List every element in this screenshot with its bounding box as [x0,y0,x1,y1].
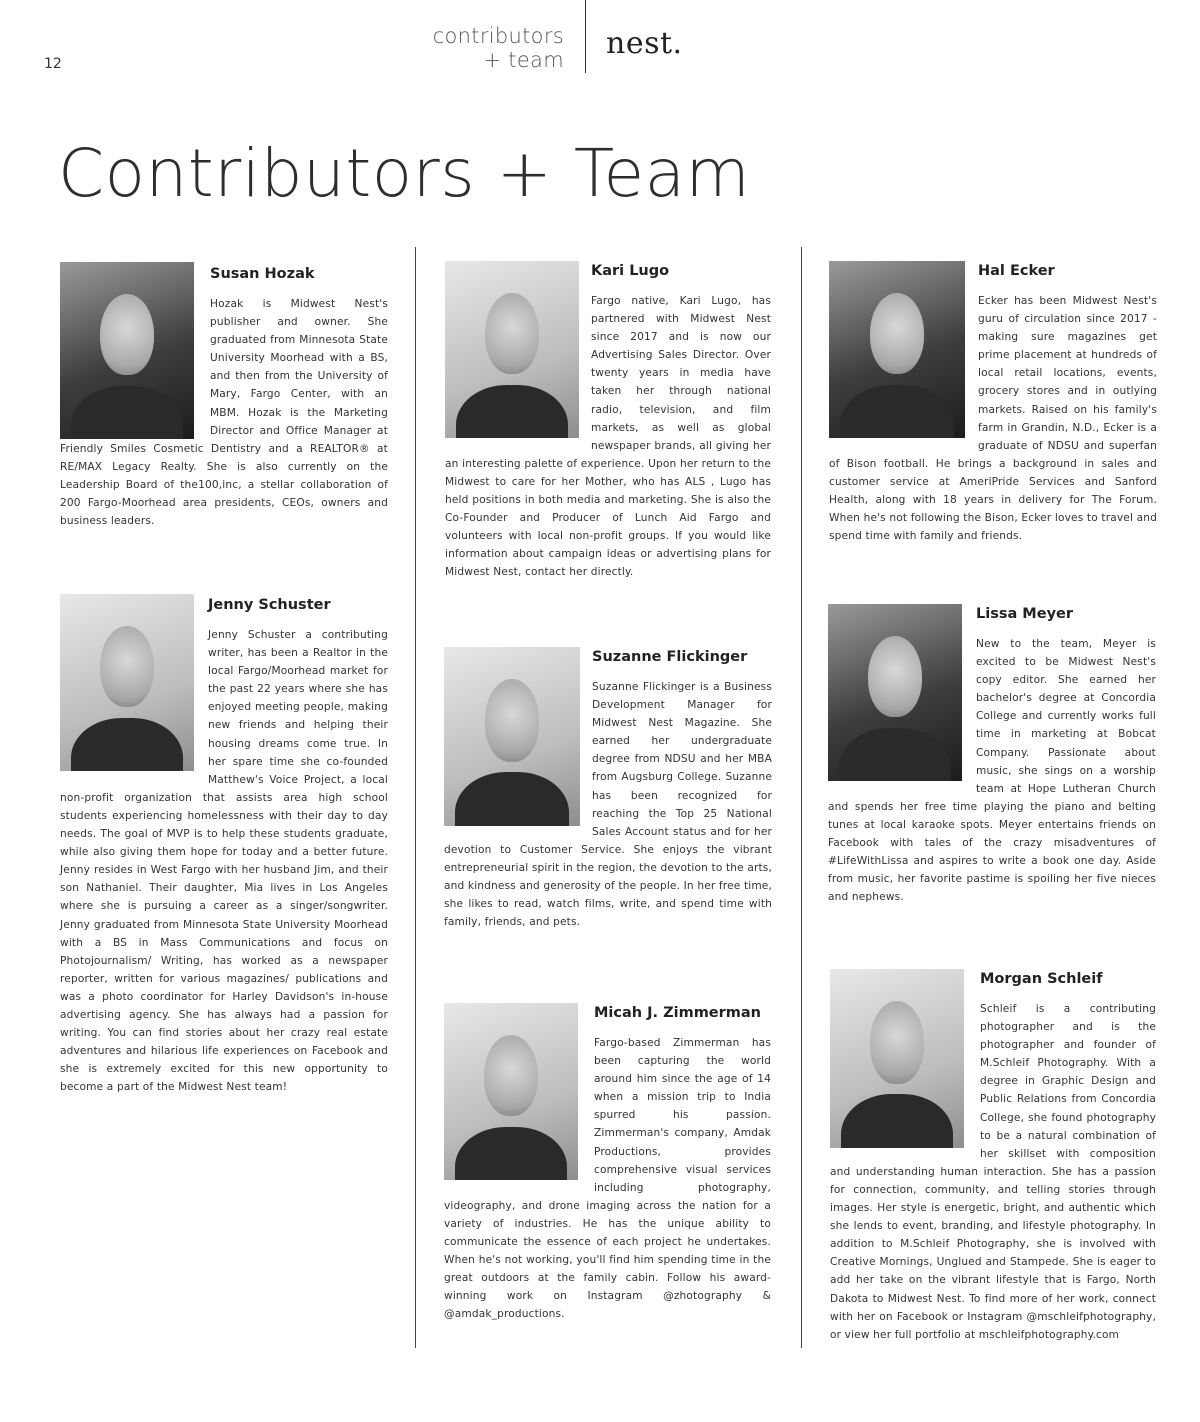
section-label [380,24,564,72]
column-divider-right [801,247,802,1348]
contributor-name: Jenny Schuster [208,597,331,613]
portrait-photo [830,969,964,1148]
section-label-line2: + team [483,48,564,72]
contributor-name: Micah J. Zimmerman [594,1005,762,1021]
contributor-bio: Hozak is Midwest Nest's publisher and owner. She graduated from Minnesota State University Moorhead with a BS, and then from the University of Mary, Fargo Center, with an MBM. Hozak is the Marketing Director and Office Manager at Friendly Smiles Cosmetic Dentistry and a REALTOR® at RE/MAX Legacy Realty. She is also currently on the Leadership Board of the100,inc, a stellar collaboration of 200 Fargo-Moorhead area presidents, CEOs, owners and business leaders. [60,298,388,528]
portrait-photo [60,262,194,439]
portrait-photo [444,647,580,826]
portrait-photo [60,594,194,771]
page-title: Contributors + Team [58,135,751,212]
profile-jenny-schuster [60,594,388,1096]
contributor-name: Susan Hozak [210,266,315,282]
portrait-photo [828,604,962,781]
page-number: 12 [44,56,62,72]
contributor-bio: New to the team, Meyer is excited to be Midwest Nest's copy editor. She earned her bachelor's degree at Concordia College and currently works full time in marketing at Bobcat Company. Passionate about music, she sings on a worship team at Hope Lutheran Church and spends her free time playing the piano and belting tunes at local karaoke spots. Meyer entertains friends on Facebook with tales of the crazy misadventures of #LifeWithLissa and aspires to write a book one day. Aside from music, her favorite pastime is spoiling her five nieces and nephews. [828,638,1156,904]
contributor-name: Morgan Schleif [980,971,1103,987]
contributor-bio: Jenny Schuster a contributing writer, has been a Realtor in the local Fargo/Moorhead market for the past 22 years where she has enjoyed meeting people, making new friends and helping their housing dreams come true. In her spare time she co-founded Matthew's Voice Project, a local non-profit organization that assists area high school students experiencing homelessness with their day to day needs. The goal of MVP is to help these students graduate, while also giving them hope for today and a better future. Jenny resides in West Fargo with her husband Jim, and their son Nathaniel. Their daughter, Mia lives in Los Angeles where she is pursuing a career as a singer/songwriter. Jenny graduated from Minnesota State University Moorhead with a BS in Mass Communications and focus on Photojournalism/ Writing, has worked as a newspaper reporter, written for various magazines/ publications and was a photo coordinator for Harley Davidson's in-house advertising agency. She has always had a passion for writing. You can find stories about her crazy real estate adventures and hilarious life experiences on Facebook and she is extremely excited for this new opportunity to become a part of the Midwest Nest team! [60,629,388,1094]
section-label-line1: contributors [432,24,564,48]
profile-micah-zimmerman [444,1003,771,1324]
profile-kari-lugo [445,261,771,582]
portrait-photo [445,261,579,438]
header-divider [585,0,586,73]
contributor-bio: Schleif is a contributing photographer and is the photographer and founder of M.Schleif Photography. With a degree in Graphic Design and Public Relations from Concordia College, she found photography to be a natural combination of her skillset with composition and understanding human interaction. She has a passion for connection, community, and telling stories through images. Her style is energetic, bright, and authentic which she lends to event, branding, and lifestyle photography. In addition to M.Schleif Photography, she is involved with Creative Mornings, Unglued and Stampede. She is eager to add her take on the vibrant lifestyle that is Fargo, North Dakota to Midwest Nest. To find more of her work, connect with her on Facebook or Instagram @mschleifphotography, or view her full portfolio at mschleifphotography.com [830,1003,1156,1341]
profile-suzanne-flickinger [444,647,772,931]
portrait-photo [829,261,965,438]
column-divider-left [415,247,416,1348]
contributor-bio: Ecker has been Midwest Nest's guru of circulation since 2017 - making sure magazines get prime placement at hundreds of local retail locations, events, grocery stores and in outlying markets. Raised on his family's farm in Grandin, N.D., Ecker is a graduate of NDSU and superfan of Bison football. He brings a background in sales and customer service at AmeriPride Services and Sanford Health, along with 18 years in delivery for The Forum. When he's not following the Bison, Ecker loves to travel and spend time with family and friends. [829,295,1157,543]
profile-susan-hozak [60,262,388,530]
contributor-name: Kari Lugo [591,263,670,279]
contributor-bio: Suzanne Flickinger is a Business Development Manager for Midwest Nest Magazine. She earned her undergraduate degree from NDSU and her MBA from Augsburg College. Suzanne has been recognized for reaching the Top 25 National Sales Account status and for her devotion to Customer Service. She enjoys the vibrant entrepreneurial spirit in the region, the devotion to the arts, and kindness and generosity of the people. In her free time, she likes to read, watch films, write, and spend time with family, friends, and pets. [444,681,772,929]
contributor-name: Hal Ecker [978,263,1055,279]
contributor-bio: Fargo native, Kari Lugo, has partnered with Midwest Nest since 2017 and is now our Advertising Sales Director. Over twenty years in media have taken her through national radio, television, and film markets, as well as global newspaper brands, all giving her an interesting palette of experience. Upon her return to the Midwest to care for her Mother, who has ALS , Lugo has held positions in both media and marketing. She is also the Co-Founder and Producer of Lunch Aid Fargo and volunteers with local non-profit groups. If you would like information about campaign ideas or advertising plans for Midwest Nest, contact her directly. [445,295,771,579]
profile-lissa-meyer [828,604,1156,906]
profile-morgan-schleif [830,969,1156,1344]
portrait-photo [444,1003,578,1180]
profile-hal-ecker [829,261,1157,545]
contributor-bio: Fargo-based Zimmerman has been capturing the world around him since the age of 14 when a mission trip to India spurred his passion. Zimmerman's company, Amdak Productions, provides comprehensive visual services including photography, videography, and drone imaging across the nation for a variety of industries. He has the unique ability to communicate the essence of each project he undertakes. When he's not working, you'll find him spending time in the great outdoors at the family cabin. Follow his award-winning work on Instagram @zhotography & @amdak_productions. [444,1037,771,1321]
contributor-name: Suzanne Flickinger [592,649,748,665]
brand-logo: nest. [606,26,683,61]
contributor-name: Lissa Meyer [976,606,1074,622]
